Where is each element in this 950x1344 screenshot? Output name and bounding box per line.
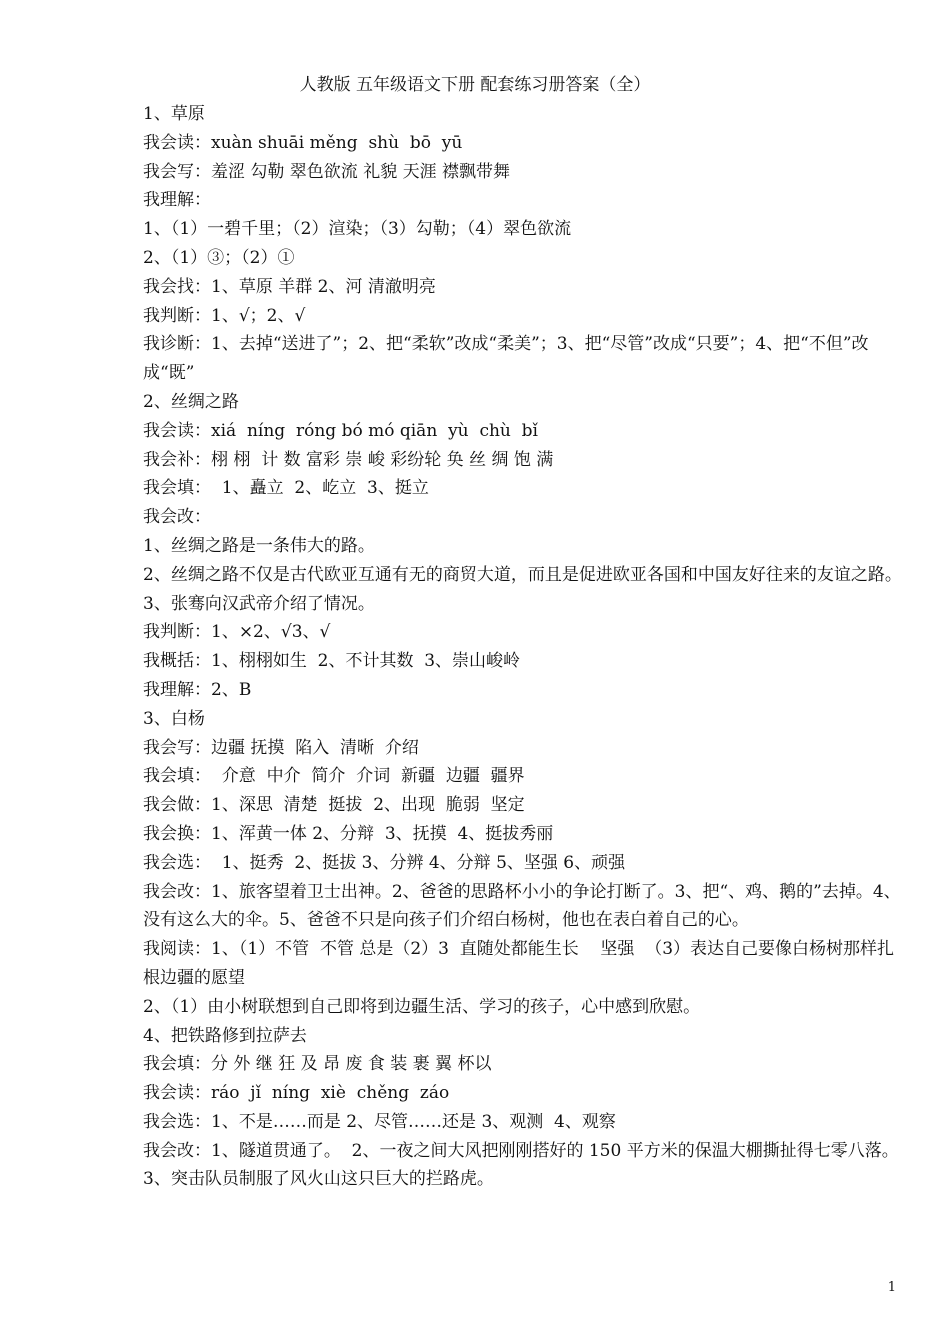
- text-line: 3、张骞向汉武帝介绍了情况。: [143, 593, 375, 614]
- text-line: 我会改：: [143, 507, 211, 528]
- text-line: 我判断：1、√；2、√: [143, 305, 306, 326]
- text-line: 1、丝绸之路是一条伟大的路。: [143, 535, 375, 556]
- text-line: 我会填： 介意 中介 简介 介词 新疆 边疆 疆界: [143, 766, 525, 787]
- text-line: 4、把铁路修到拉萨去: [143, 1025, 307, 1046]
- text-line: 我理解：: [143, 190, 211, 211]
- text-line: 我会找：1、草原 羊群 2、河 清澈明亮: [143, 276, 436, 297]
- text-line: 我理解：2、B: [143, 679, 252, 700]
- text-line: 2、（1）由小树联想到自己即将到边疆生活、学习的孩子，心中感到欣慰。: [143, 996, 701, 1017]
- text-line: 我会写：羞涩 勾勒 翠色欲流 礼貌 天涯 襟飘带舞: [143, 161, 511, 182]
- text-line: 我会选： 1、挺秀 2、挺拔 3、分辨 4、分辩 5、坚强 6、顽强: [143, 852, 626, 873]
- text-line: 我会填：分 外 继 狂 及 昂 废 食 装 裹 翼 杯以: [143, 1054, 492, 1075]
- text-line: 我会读：ráo jǐ níng xiè chěng záo: [143, 1083, 450, 1104]
- text-line: 我会读：xuàn shuāi měng shù bō yū: [143, 132, 463, 153]
- text-line: 我概括：1、栩栩如生 2、不计其数 3、崇山峻岭: [143, 651, 521, 672]
- text-line: 我会改：1、隧道贯通了。 2、一夜之间大风把刚刚搭好的 150 平方米的保温大棚撕扯得七零八落。3、突击队员制服了风火山这只巨大的拦路虎。: [143, 1140, 899, 1190]
- text-line: 我会换：1、浑黄一体 2、分辩 3、抚摸 4、挺拔秀丽: [143, 823, 554, 844]
- text-line: 我会选：1、不是……而是 2、尽管……还是 3、观测 4、观察: [143, 1111, 616, 1132]
- text-line: 2、丝绸之路不仅是古代欧亚互通有无的商贸大道，而且是促进欧亚各国和中国友好往来的友谊之路。: [143, 564, 902, 585]
- text-line: 1、（1）一碧千里；（2）渲染；（3）勾勒；（4）翠色欲流: [143, 219, 572, 240]
- text-line: 2、丝绸之路: [143, 391, 239, 412]
- text-line: 我会补：栩 栩 计 数 富彩 崇 峻 彩纷轮 奂 丝 绸 饱 满: [143, 449, 554, 470]
- text-line: 2、（1）③；（2）①: [143, 247, 295, 268]
- document-body: [143, 100, 903, 1194]
- page-title: 人教版 五年级语文下册 配套练习册答案（全）: [299, 75, 651, 95]
- text-line: 我会读：xiá níng róng bó mó qiān yù chù bǐ: [143, 420, 538, 441]
- text-line: 我会写：边疆 抚摸 陷入 清晰 介绍: [143, 737, 419, 758]
- text-line: 我判断：1、×2、√3、√: [143, 622, 331, 643]
- text-line: 我会填： 1、矗立 2、屹立 3、挺立: [143, 478, 429, 499]
- text-line: 我会做：1、深思 清楚 挺拔 2、出现 脆弱 坚定: [143, 795, 525, 816]
- text-line: 3、白杨: [143, 708, 205, 729]
- text-line: 我阅读：1、（1）不管 不管 总是（2）3 直随处都能生长 坚强 （3）表达自己要像白杨树那样扎根边疆的愿望: [143, 939, 895, 988]
- text-line: 我诊断：1、去掉“送进了”；2、把“柔软”改成“柔美”；3、把“尽管”改成“只要”；4、把“不但”改成“既”: [143, 334, 869, 384]
- text-line: 我会改：1、旅客望着卫士出神。2、爸爸的思路杯小小的争论打断了。3、把“、鸡、鹅的”去掉。4、没有这么大的伞。5、爸爸不只是向孩子们介绍白杨树，他也在表白着自己的心。: [143, 881, 901, 931]
- text-line: 1、草原: [143, 104, 205, 124]
- page-number: 1: [887, 1280, 896, 1295]
